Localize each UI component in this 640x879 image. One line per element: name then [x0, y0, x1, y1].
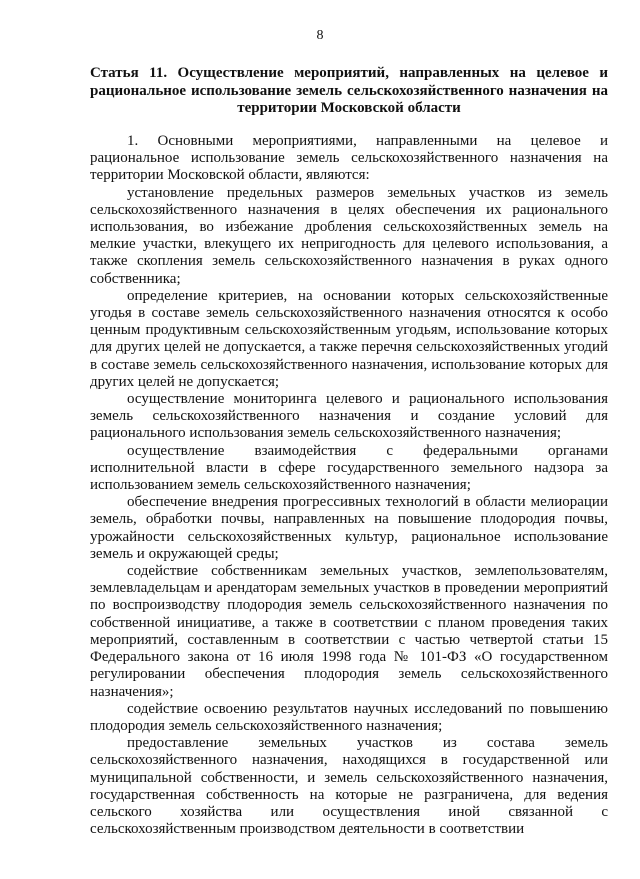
article-body — [90, 133, 608, 838]
paragraph-intro: 1. Основными мероприятиями, направленными на целевое и рациональное использование земель сельскохозяйственного назначения на территории Московской области, являются: — [90, 133, 608, 184]
paragraph-item: предоставление земельных участков из состава земель сельскохозяйственного назначения, находящихся в государственной или муниципальной собственности, и земель сельскохозяйственного назначения, государственная собственность на которые не разграничена, для ведения сельского хозяйства или осуществления иной связанной с сельскохозяйственным производством деятельности в соответствии — [90, 735, 608, 838]
paragraph-item: содействие собственникам земельных участков, землепользователям, землевладельцам и арендаторам земельных участков в проведении мероприятий по воспроизводству плодородия земель сельскохозяйственного назначения по собственной инициативе, а также в соответствии с планом проведения таких мероприятий, составленным в соответствии с частью четвертой статьи 15 Федерального закона от 16 июля 1998 года № 101-ФЗ «О государственном регулировании обеспечения плодородия земель сельскохозяйственного назначения»; — [90, 563, 608, 700]
page-number: 8 — [316, 28, 324, 43]
paragraph-item: осуществление мониторинга целевого и рационального использования земель сельскохозяйственного назначения и создание условий для рационального использования земель сельскохозяйственного назначения; — [90, 391, 608, 442]
paragraph-item: обеспечение внедрения прогрессивных технологий в области мелиорации земель, обработки почвы, направленных на повышение плодородия почвы, урожайности сельскохозяйственных культур, рациональное использование земель и окружающей среды; — [90, 494, 608, 562]
paragraph-item: содействие освоению результатов научных исследований по повышению плодородия земель сельскохозяйственного назначения; — [90, 700, 608, 734]
article-heading: Статья 11. Осуществление мероприятий, направленных на целевое и рациональное использование земель сельскохозяйственного назначения на территории Московской области — [90, 65, 608, 116]
paragraph-item: установление предельных размеров земельных участков из земель сельскохозяйственного назначения в целях обеспечения их рационального использования, во избежание дробления сельскохозяйственных земель на мелкие участки, влекущего их непригодность для целевого использования, а также скопления земель сельскохозяйственного назначения в руках одного собственника; — [90, 184, 608, 287]
paragraph-item: осуществление взаимодействия с федеральными органами исполнительной власти в сфере государственного земельного надзора за использованием земель сельскохозяйственного назначения; — [90, 442, 608, 494]
paragraph-item: определение критериев, на основании которых сельскохозяйственные угодья в составе земель сельскохозяйственного назначения относятся к особо ценным продуктивным сельскохозяйственным угодьям, использование которых для других целей не допускается, а также перечня сельскохозяйственных угодий в составе земель сельскохозяйственного назначения, использование которых для других целей не допускается; — [90, 287, 608, 390]
